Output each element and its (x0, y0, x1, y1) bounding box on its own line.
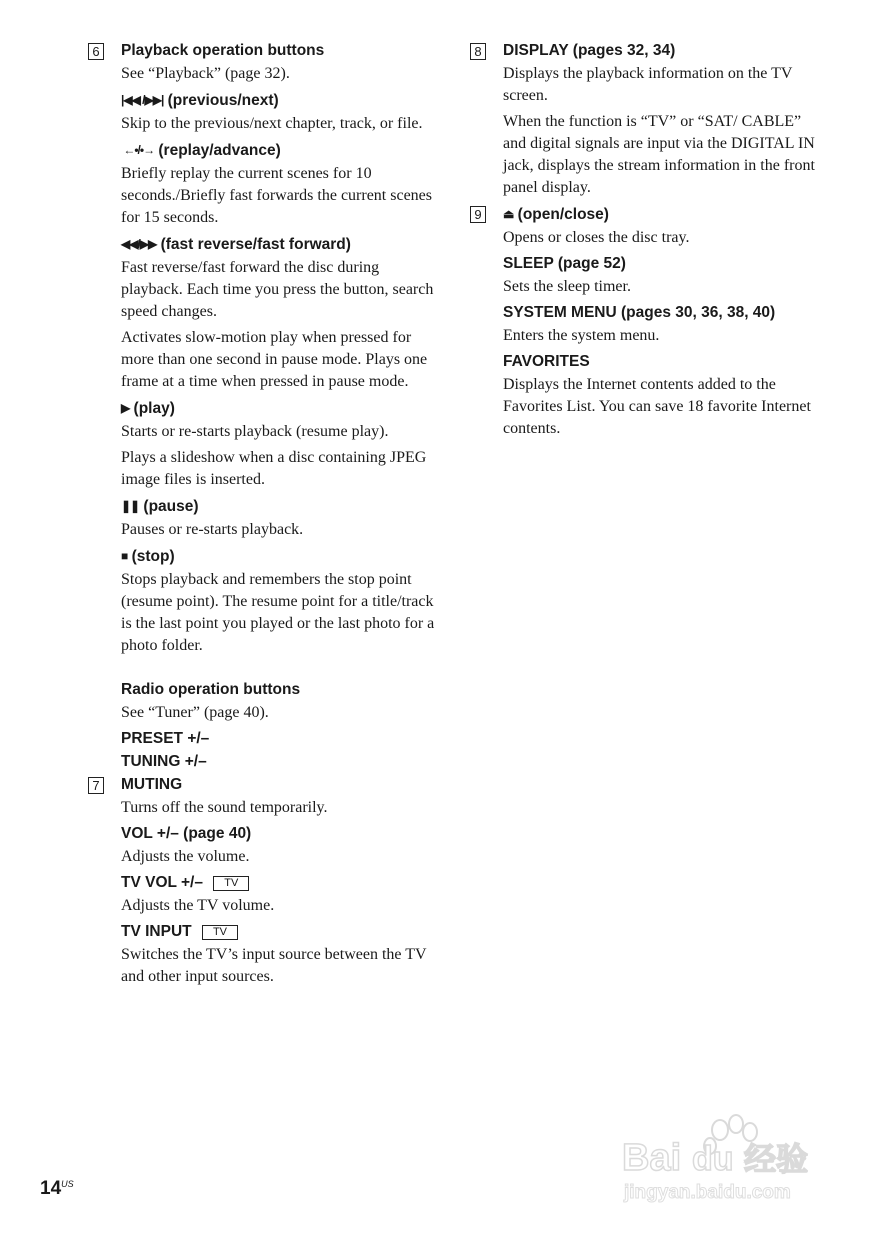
section-9 (470, 203, 815, 440)
play-heading (121, 397, 438, 420)
prevnext-heading (121, 89, 438, 112)
radio-desc: See “Tuner” (page 40). (121, 704, 269, 721)
tv-badge: TV (202, 925, 238, 940)
tvinput-label: TV INPUT (121, 923, 192, 940)
stop-label: (stop) (131, 548, 175, 565)
muting-heading: MUTING (121, 776, 183, 793)
baidu-jingyan-watermark (622, 1108, 822, 1203)
stop-desc: Stops playback and remembers the stop point (resume point). The resume point for a title/track is the last point you played or the last photo for a photo folder. (121, 571, 435, 654)
tvvol-heading (121, 872, 438, 894)
watermark-jingyan: 经验 (744, 1140, 809, 1178)
eject-heading (503, 203, 815, 226)
section-number-7: 7 (88, 777, 104, 794)
vol-heading: VOL +/– (page 40) (121, 825, 252, 842)
playback-buttons-desc: See “Playback” (page 32). (121, 65, 290, 82)
baidu-paw-logo-icon (622, 1108, 822, 1203)
tuning-heading: TUNING +/– (121, 753, 207, 770)
replay-heading (121, 139, 438, 162)
favorites-desc: Displays the Internet contents added to the Favorites List. You can save 18 favorite Internet contents. (503, 376, 811, 437)
watermark-url: jingyan.baidu.com (624, 1182, 791, 1203)
preset-heading: PRESET +/– (121, 730, 210, 747)
pause-label: (pause) (143, 498, 199, 515)
fast-reverse-forward-icon: ◀◀/▶▶ (121, 237, 157, 251)
fast-label: (fast reverse/fast forward) (160, 236, 351, 253)
display-desc-1: Displays the playback information on the TV screen. (503, 65, 793, 104)
replay-desc: Briefly replay the current scenes for 10 seconds./Briefly fast forwards the current scenes for 15 seconds. (121, 165, 432, 226)
play-desc-2: Plays a slideshow when a disc containing JPEG image files is inserted. (121, 449, 427, 488)
stop-heading (121, 545, 438, 568)
replay-advance-icon: ←•/•→ (121, 143, 155, 157)
page-number (40, 1178, 74, 1200)
section-8 (470, 40, 815, 199)
sleep-desc: Sets the sleep timer. (503, 278, 631, 295)
pause-heading (121, 495, 438, 518)
display-heading: DISPLAY (pages 32, 34) (503, 42, 676, 59)
fast-desc-2: Activates slow-motion play when pressed for more than one second in pause mode. Plays one frame at a time when pressed in pause mode. (121, 329, 428, 390)
watermark-bai: Bai (622, 1137, 682, 1179)
eject-desc: Opens or closes the disc tray. (503, 229, 690, 246)
pause-desc: Pauses or re-starts playback. (121, 521, 304, 538)
tvinput-desc: Switches the TV’s input source between the TV and other input sources. (121, 946, 427, 985)
section-number-8: 8 (470, 43, 486, 60)
watermark-du: du (692, 1140, 734, 1178)
section-number-6: 6 (88, 43, 104, 60)
section-number-9: 9 (470, 206, 486, 223)
playback-buttons-heading: Playback operation buttons (121, 42, 325, 59)
section-7 (88, 774, 438, 988)
eject-label: (open/close) (517, 206, 609, 223)
prev-next-icon: |◀◀ /▶▶| (121, 93, 164, 107)
muting-desc: Turns off the sound temporarily. (121, 799, 328, 816)
play-desc-1: Starts or re-starts playback (resume play). (121, 423, 389, 440)
left-column (88, 40, 438, 992)
page-number-value: 14 (40, 1178, 62, 1199)
tv-badge: TV (213, 876, 249, 891)
vol-desc: Adjusts the volume. (121, 848, 250, 865)
section-6 (88, 40, 438, 657)
system-menu-desc: Enters the system menu. (503, 327, 660, 344)
fast-heading (121, 233, 438, 256)
replay-label: (replay/advance) (158, 142, 281, 159)
tvvol-desc: Adjusts the TV volume. (121, 897, 275, 914)
radio-section (88, 679, 438, 773)
display-desc-2: When the function is “TV” or “SAT/ CABLE” and digital signals are input via the DIGITAL IN jack, displays the stream information in the front panel display. (503, 113, 815, 196)
prevnext-desc: Skip to the previous/next chapter, track, or file. (121, 115, 423, 132)
system-menu-heading: SYSTEM MENU (pages 30, 36, 38, 40) (503, 304, 776, 321)
favorites-heading: FAVORITES (503, 353, 590, 370)
sleep-heading: SLEEP (page 52) (503, 255, 626, 272)
tvvol-label: TV VOL +/– (121, 874, 203, 891)
fast-desc-1: Fast reverse/fast forward the disc during playback. Each time you press the button, search speed changes. (121, 259, 434, 320)
page-number-suffix: US (61, 1179, 74, 1189)
play-icon: ▶ (121, 401, 130, 415)
stop-icon: ■ (121, 549, 128, 563)
play-label: (play) (133, 400, 175, 417)
tvinput-heading (121, 921, 438, 943)
pause-icon: ❚❚ (121, 499, 140, 513)
eject-icon: ⏏ (503, 207, 514, 221)
prevnext-label: (previous/next) (167, 92, 279, 109)
radio-heading: Radio operation buttons (121, 681, 301, 698)
right-column (470, 40, 815, 444)
